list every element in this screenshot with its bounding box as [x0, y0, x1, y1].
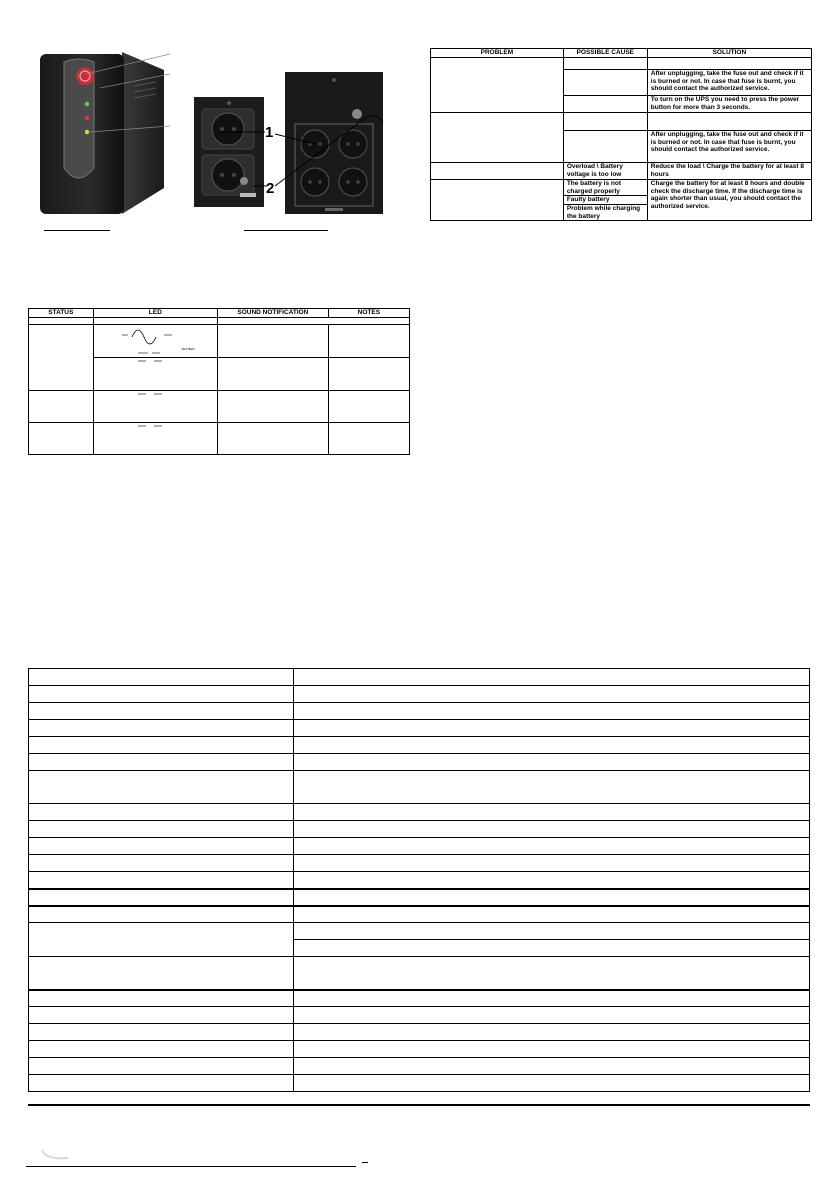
led-indicator-icon [94, 423, 219, 431]
led-sine-wave-icon [94, 325, 219, 357]
footer-mark-icon [38, 1146, 74, 1162]
solution-reduce-load: Reduce the load \ Charge the battery for at least 8 hours [647, 163, 811, 180]
table-row [431, 180, 812, 196]
solution-power-button: To turn on the UPS you need to press the power button for more than 3 seconds. [647, 96, 811, 113]
led-indicator-icon [94, 391, 219, 399]
troubleshooting-table [430, 48, 812, 221]
table-row [29, 838, 810, 855]
led-indicator-icon [94, 358, 219, 366]
bottom-divider [28, 1104, 810, 1106]
ups-front-photo [36, 48, 170, 216]
table-row [29, 1058, 810, 1075]
led-th-sound: SOUND NOTIFICATION [217, 309, 328, 318]
solution-charge-battery: Charge the battery for at least 8 hours and double check the discharge time. If the discharge time is again shorter than usual, you should contact the authorized service. [647, 180, 811, 221]
table-row [431, 163, 812, 180]
table-row [29, 318, 410, 325]
led-battery-label: BATTERY [181, 347, 196, 351]
callout-fuse: 2 [266, 180, 275, 197]
table-row [29, 669, 810, 686]
table-row [29, 889, 810, 906]
table-row [29, 771, 810, 804]
solution-check-fuse: After unplugging, take the fuse out and check if it is burned or not. In case that fuse is burnt, you should contact the authorized service. [647, 70, 811, 96]
table-row [29, 872, 810, 889]
cause-overload: Overload \ Battery voltage is too low [563, 163, 647, 180]
table-row [29, 754, 810, 771]
table-row [29, 1041, 810, 1058]
table-row [29, 325, 410, 358]
led-status-table [28, 308, 410, 455]
led-th-led: LED [93, 309, 217, 318]
table-row [29, 1007, 810, 1024]
table-row [29, 804, 810, 821]
solution-check-fuse-2: After unplugging, take the fuse out and check if it is burned or not. In case that fuse is burnt, you should contact the authorized service. [647, 131, 811, 163]
table-row [431, 113, 812, 131]
trouble-th-solution: SOLUTION [647, 49, 811, 58]
table-row [29, 1075, 810, 1092]
table-row [29, 1024, 810, 1041]
table-row [29, 686, 810, 703]
specification-table [28, 668, 810, 1092]
table-row [29, 923, 810, 940]
footer-tick [362, 1162, 368, 1163]
table-row [29, 423, 410, 455]
table-row [29, 703, 810, 720]
table-row [431, 58, 812, 70]
cause-charging-problem: Problem while charging the battery [563, 205, 647, 221]
table-row [29, 821, 810, 838]
led-th-status: STATUS [29, 309, 94, 318]
trouble-th-cause: POSSIBLE CAUSE [563, 49, 647, 58]
table-row [29, 957, 810, 990]
footer-line [26, 1166, 356, 1167]
table-row [29, 855, 810, 872]
table-row [29, 990, 810, 1007]
table-row [29, 720, 810, 737]
front-caption-line [44, 230, 110, 231]
rear-caption-line [244, 230, 328, 231]
cause-not-charged: The battery is not charged properly [563, 180, 647, 196]
table-row [29, 391, 410, 423]
led-th-notes: NOTES [328, 309, 409, 318]
callout-lines [215, 110, 390, 200]
callout-outlets: 1 [265, 124, 274, 141]
table-row [29, 737, 810, 754]
cause-faulty-battery: Faulty battery [563, 196, 647, 205]
trouble-th-problem: PROBLEM [431, 49, 564, 58]
table-row [29, 906, 810, 923]
